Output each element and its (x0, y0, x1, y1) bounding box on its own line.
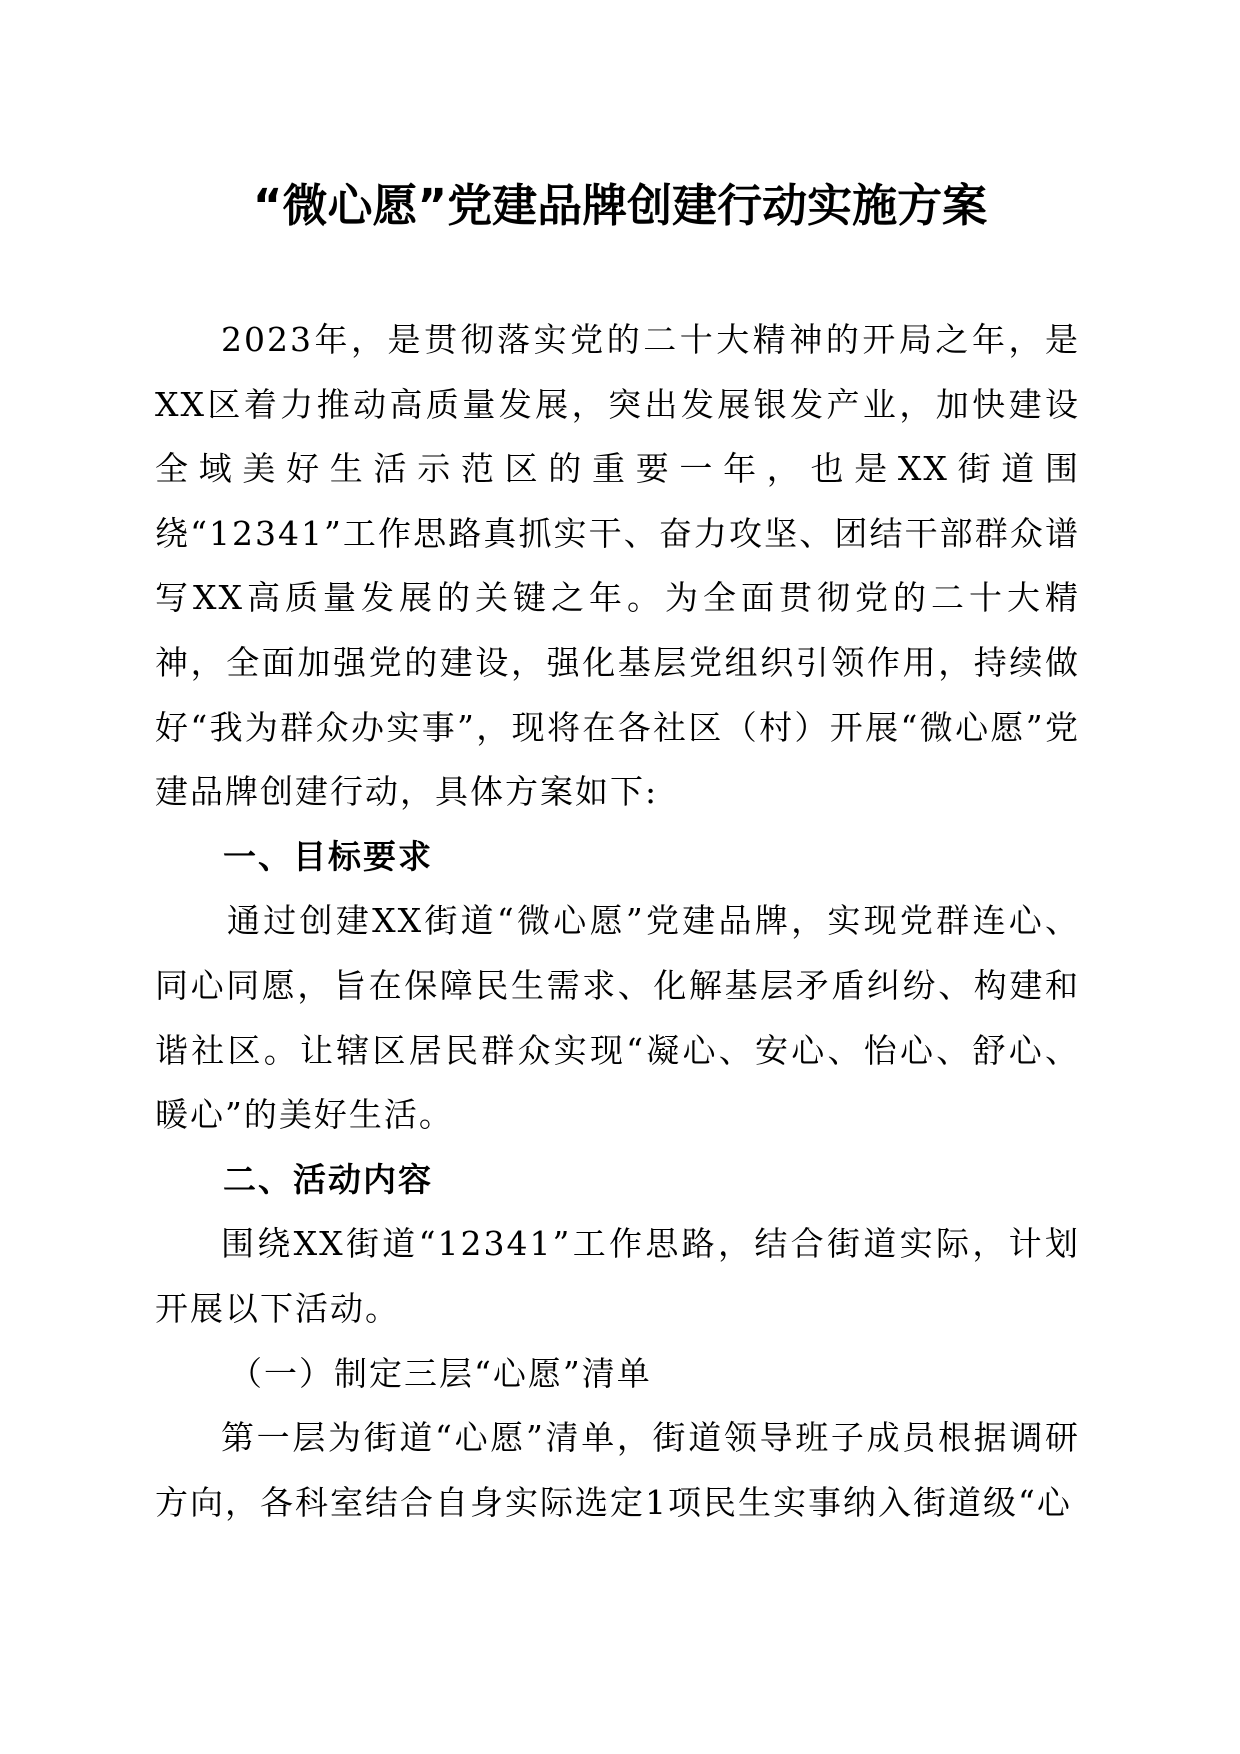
document-body (155, 308, 1080, 1535)
subsection-heading-wish-lists: （一）制定三层“心愿”清单 (229, 1353, 652, 1393)
intro-paragraph: 2023年，是贯彻落实党的二十大精神的开局之年，是XX区着力推动高质量发展，突出发展银发产业，加快建设全域美好生活示范区的重要一年，也是XX街道围绕“12341”工作思路真抓实干、奋力攻坚、团结干部群众谱写XX高质量发展的关键之年。为全面贯彻党的二十大精神，全面加强党的建设，强化基层党组织引领作用，持续做好“我为群众办实事”，现将在各社区（村）开展“微心愿”党建品牌创建行动，具体方案如下: (155, 320, 1080, 812)
section-heading-goals: 一、目标要求 (223, 836, 433, 876)
wish-lists-paragraph: 第一层为街道“心愿”清单，街道领导班子成员根据调研方向，各科室结合自身实际选定1项民生实事纳入街道级“心 (155, 1418, 1080, 1522)
document-title: “微心愿”党建品牌创建行动实施方案 (252, 179, 988, 232)
activities-paragraph: 围绕XX街道“12341”工作思路，结合街道实际，计划开展以下活动。 (155, 1224, 1080, 1328)
section-heading-activities: 二、活动内容 (223, 1159, 433, 1199)
goals-paragraph: 通过创建XX街道“微心愿”党建品牌，实现党群连心、同心同愿，旨在保障民生需求、化解基层矛盾纠纷、构建和谐社区。让辖区居民群众实现“凝心、安心、怡心、舒心、暖心”的美好生活。 (155, 901, 1080, 1135)
